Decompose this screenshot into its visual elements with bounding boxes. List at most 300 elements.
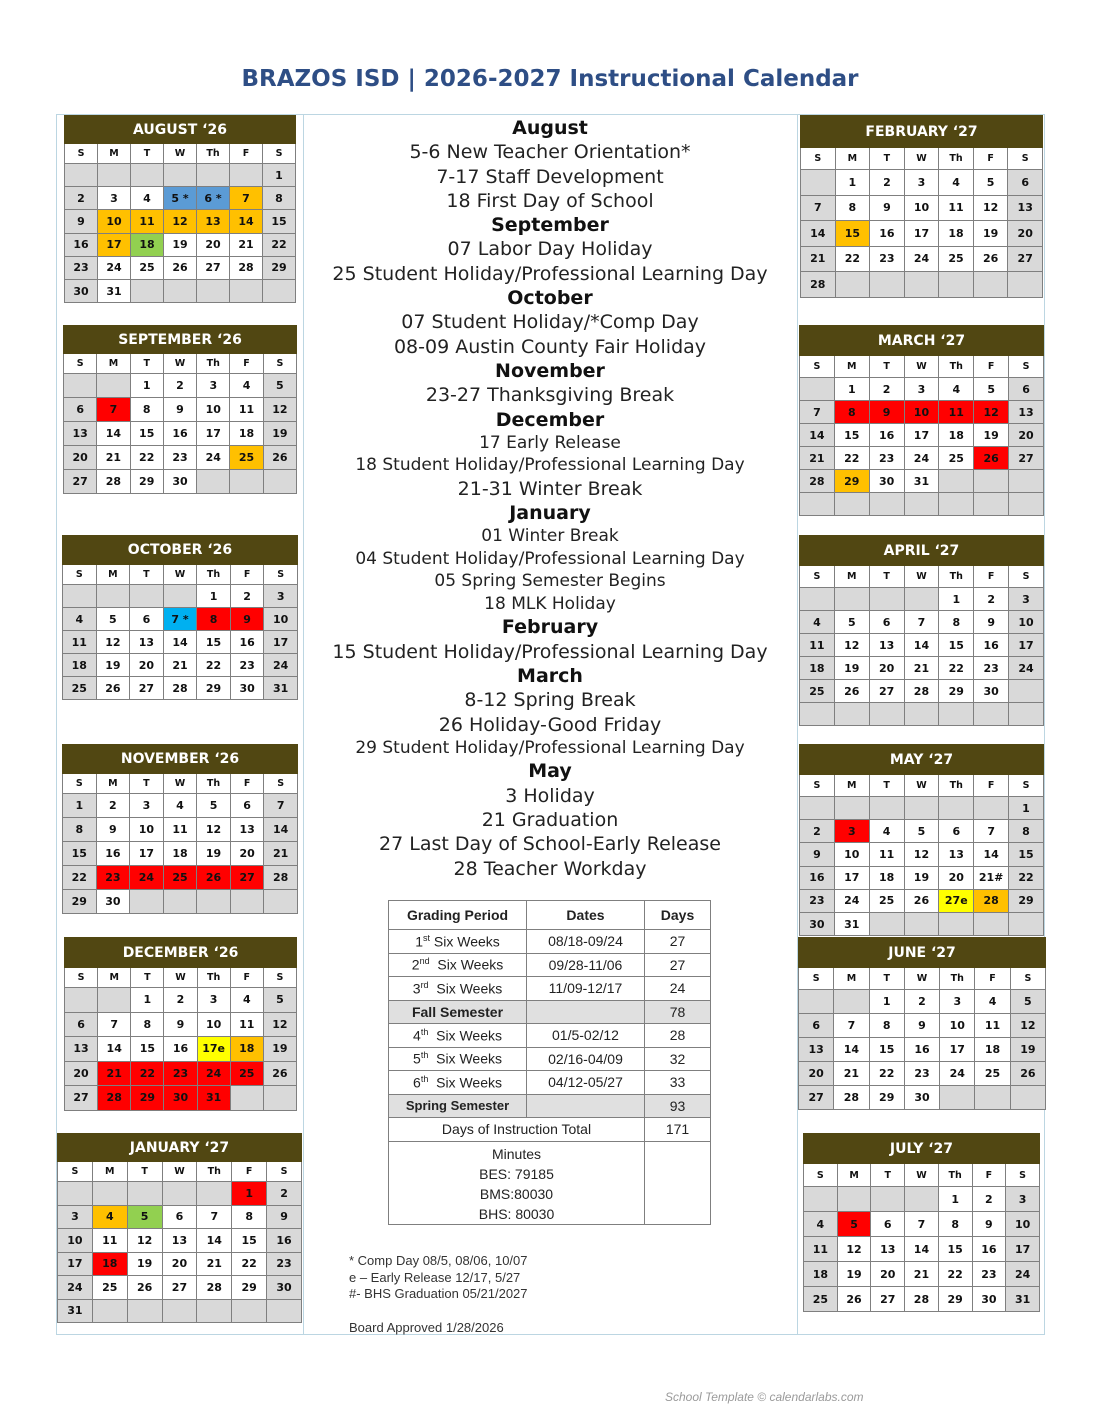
day-cell: 10	[58, 1229, 93, 1253]
calendar-nov	[62, 744, 298, 914]
day-cell: 30	[904, 1086, 939, 1110]
day-cell: 27	[197, 256, 230, 279]
month-header: NOVEMBER ‘26	[63, 745, 298, 774]
weekday-label: Th	[197, 1162, 232, 1182]
day-cell: 30	[800, 912, 835, 935]
day-cell: 14	[230, 210, 263, 233]
empty-day-cell	[98, 164, 131, 187]
day-cell: 22	[263, 233, 296, 256]
day-cell: 22	[197, 654, 231, 677]
day-cell: 12	[197, 818, 231, 842]
day-cell: 28	[834, 1086, 869, 1110]
day-cell: 14	[98, 1037, 131, 1062]
day-cell: 27	[869, 680, 904, 703]
day-cell: 4	[939, 378, 974, 401]
day-cell: 22	[835, 246, 870, 272]
day-cell: 2	[870, 170, 905, 196]
empty-day-cell	[197, 279, 230, 302]
event-item: 23-27 Thanksgiving Break	[425, 384, 675, 407]
day-cell: 16	[65, 233, 98, 256]
day-cell: 1	[197, 585, 231, 608]
day-cell: 7 *	[163, 608, 197, 631]
weekday-label: M	[834, 356, 869, 378]
day-cell: 8	[197, 608, 231, 631]
day-cell: 30	[869, 470, 904, 493]
day-cell: 21	[904, 657, 939, 680]
day-cell: 25	[804, 1287, 838, 1312]
day-cell: 18	[804, 1262, 838, 1287]
day-cell: 3	[98, 187, 131, 210]
weekday-label: S	[1009, 566, 1044, 588]
grading-dates	[527, 1094, 645, 1118]
day-cell: 25	[975, 1062, 1010, 1086]
event-item: 3 Holiday	[505, 784, 595, 807]
day-cell: 25	[230, 1061, 263, 1086]
day-cell: 22	[938, 1262, 972, 1287]
day-cell: 21	[905, 1262, 939, 1287]
day-cell: 22	[63, 866, 97, 890]
event-month-heading: September	[491, 214, 609, 237]
day-cell: 1	[939, 588, 974, 611]
day-cell: 11	[869, 843, 904, 866]
empty-day-cell	[127, 1299, 162, 1323]
day-cell: 26	[834, 680, 869, 703]
weekday-label: W	[163, 354, 196, 374]
grading-row	[389, 1047, 711, 1071]
day-cell: 8	[263, 187, 296, 210]
day-cell: 27	[799, 1086, 834, 1110]
day-cell: 23	[800, 889, 835, 912]
day-cell: 19	[974, 424, 1009, 447]
day-cell: 27	[65, 1086, 98, 1111]
grading-days: 27	[645, 930, 711, 954]
day-cell: 24	[98, 256, 131, 279]
day-cell: 20	[65, 1061, 98, 1086]
event-month-heading: March	[517, 665, 583, 688]
day-cell: 11	[800, 634, 835, 657]
weekday-label: S	[1009, 775, 1044, 797]
weekday-label: T	[131, 144, 164, 164]
grading-dates: 11/09-12/17	[527, 977, 645, 1001]
day-cell: 29	[263, 256, 296, 279]
weekday-label: Th	[197, 144, 230, 164]
day-cell: 27e	[939, 889, 974, 912]
day-cell: 17	[904, 221, 939, 247]
day-cell: 14	[801, 221, 836, 247]
day-cell: 23	[870, 246, 905, 272]
day-cell: 22	[939, 657, 974, 680]
grading-row	[389, 1000, 711, 1024]
day-cell: 29	[869, 1086, 904, 1110]
day-cell: 7	[264, 794, 298, 818]
day-cell: 25	[163, 866, 197, 890]
day-cell: 14	[974, 843, 1009, 866]
day-cell: 29	[834, 470, 869, 493]
month-header: JULY ‘27	[804, 1134, 1040, 1164]
grading-period	[389, 953, 527, 977]
day-cell: 5	[1010, 990, 1045, 1014]
day-cell: 29	[131, 1086, 164, 1111]
day-cell: 25	[230, 446, 263, 470]
day-cell: 15	[834, 424, 869, 447]
event-item: 05 Spring Semester Begins	[434, 571, 666, 592]
grading-days: 28	[645, 1024, 711, 1048]
weekday-label: Th	[197, 774, 231, 794]
day-cell: 9	[904, 1014, 939, 1038]
day-cell: 23	[230, 654, 264, 677]
empty-day-cell	[131, 279, 164, 302]
day-cell: 5	[197, 794, 231, 818]
grading-row	[389, 930, 711, 954]
empty-day-cell	[1008, 272, 1043, 298]
day-cell: 29	[197, 677, 231, 700]
day-cell: 8	[869, 1014, 904, 1038]
day-cell: 27	[1008, 246, 1043, 272]
day-cell: 20	[230, 842, 264, 866]
day-cell: 15	[197, 631, 231, 654]
weekday-label: S	[267, 1162, 302, 1182]
day-cell: 15	[939, 634, 974, 657]
day-cell: 31	[904, 470, 939, 493]
event-month-heading: February	[501, 616, 599, 639]
day-cell: 22	[869, 1062, 904, 1086]
day-cell: 19	[263, 422, 296, 446]
day-cell: 20	[1008, 221, 1043, 247]
day-cell: 7	[97, 398, 130, 422]
day-cell: 19	[973, 221, 1008, 247]
day-cell: 11	[939, 401, 974, 424]
day-cell: 1	[131, 988, 164, 1013]
day-cell: 29	[63, 890, 97, 914]
day-cell: 1	[232, 1182, 267, 1206]
day-cell: 9	[870, 195, 905, 221]
day-cell: 26	[197, 866, 231, 890]
empty-day-cell	[58, 1182, 93, 1206]
day-cell: 19	[834, 657, 869, 680]
empty-day-cell	[1009, 912, 1044, 935]
day-cell: 19	[837, 1262, 871, 1287]
calendar-jul	[803, 1133, 1040, 1312]
day-cell: 2	[904, 990, 939, 1014]
weekday-label: S	[63, 565, 97, 585]
day-cell: 26	[974, 447, 1009, 470]
weekday-label: F	[974, 356, 1009, 378]
day-cell: 3	[1009, 588, 1044, 611]
day-cell: 6	[162, 1205, 197, 1229]
day-cell: 9	[800, 843, 835, 866]
empty-day-cell	[974, 493, 1009, 516]
day-cell: 21	[230, 233, 263, 256]
day-cell: 7	[834, 1014, 869, 1038]
day-cell: 17	[940, 1038, 975, 1062]
day-cell: 16	[869, 424, 904, 447]
grading-dates: 02/16-04/09	[527, 1047, 645, 1071]
day-cell: 31	[1006, 1287, 1040, 1312]
calendar-apr	[799, 535, 1044, 726]
day-cell: 29	[130, 470, 163, 494]
weekday-label: F	[230, 774, 264, 794]
empty-day-cell	[197, 470, 230, 494]
day-cell: 13	[65, 1037, 98, 1062]
empty-day-cell	[65, 164, 98, 187]
day-cell: 8	[938, 1212, 972, 1237]
day-cell: 5	[973, 170, 1008, 196]
day-cell: 26	[96, 677, 130, 700]
day-cell: 29	[1009, 889, 1044, 912]
day-cell: 6 *	[197, 187, 230, 210]
day-cell: 15	[232, 1229, 267, 1253]
empty-day-cell	[96, 585, 130, 608]
day-cell: 13	[871, 1237, 905, 1262]
month-header: FEBRUARY ‘27	[801, 116, 1043, 148]
day-cell: 17	[58, 1252, 93, 1276]
grading-dates: 01/5-02/12	[527, 1024, 645, 1048]
day-cell: 31	[264, 677, 298, 700]
empty-day-cell	[63, 585, 97, 608]
day-cell: 24	[58, 1276, 93, 1300]
day-cell: 5	[127, 1205, 162, 1229]
note-line: e – Early Release 12/17, 5/27	[349, 1269, 521, 1285]
day-cell: 6	[64, 398, 97, 422]
period-number: 1	[415, 933, 423, 950]
day-cell: 4	[800, 611, 835, 634]
day-cell: 19	[96, 654, 130, 677]
empty-day-cell	[834, 588, 869, 611]
event-month-heading: October	[507, 287, 593, 310]
weekday-label: T	[869, 356, 904, 378]
event-item: 17 Early Release	[479, 432, 621, 453]
weekday-label: S	[1009, 356, 1044, 378]
day-cell: 4	[975, 990, 1010, 1014]
period-label: Six Weeks	[430, 933, 500, 950]
empty-day-cell	[904, 912, 939, 935]
period-number: 4	[413, 1027, 421, 1044]
day-cell: 20	[869, 657, 904, 680]
day-cell: 6	[869, 611, 904, 634]
day-cell: 3	[1006, 1187, 1040, 1212]
weekday-label: S	[801, 148, 836, 170]
empty-day-cell	[65, 988, 98, 1013]
minutes-value: BMS:80030	[479, 1185, 554, 1202]
empty-day-cell	[163, 890, 197, 914]
day-cell: 8	[834, 401, 869, 424]
day-cell: 21	[98, 1061, 131, 1086]
day-cell: 11	[230, 398, 263, 422]
day-cell: 18	[131, 233, 164, 256]
event-item: 18 Student Holiday/Professional Learning Day	[355, 455, 745, 476]
period-number: 3	[412, 980, 421, 997]
grading-period	[389, 930, 527, 954]
day-cell: 6	[871, 1212, 905, 1237]
day-cell: 18	[230, 1037, 263, 1062]
day-cell: 13	[197, 210, 230, 233]
empty-day-cell	[164, 279, 197, 302]
empty-day-cell	[97, 374, 130, 398]
day-cell: 9	[972, 1212, 1006, 1237]
day-cell: 31	[58, 1299, 93, 1323]
empty-day-cell	[837, 1187, 871, 1212]
day-cell: 17	[197, 422, 230, 446]
day-cell: 17	[130, 842, 164, 866]
month-header: MARCH ‘27	[800, 326, 1044, 356]
day-cell: 28	[264, 866, 298, 890]
day-cell: 3	[264, 585, 298, 608]
day-cell: 4	[869, 820, 904, 843]
empty-day-cell	[870, 272, 905, 298]
empty-day-cell	[197, 1299, 232, 1323]
day-cell: 24	[940, 1062, 975, 1086]
grading-period	[389, 1071, 527, 1095]
day-cell: 20	[871, 1262, 905, 1287]
day-cell: 14	[97, 422, 130, 446]
day-cell: 23	[974, 657, 1009, 680]
day-cell: 28	[98, 1086, 131, 1111]
month-header: AUGUST ‘26	[65, 116, 296, 144]
empty-day-cell	[130, 890, 164, 914]
weekday-label: W	[162, 1162, 197, 1182]
day-cell: 3	[834, 820, 869, 843]
event-item: 26 Holiday-Good Friday	[438, 713, 662, 736]
period-suffix: rd	[420, 979, 429, 990]
empty-day-cell	[1009, 470, 1044, 493]
day-cell: 5	[904, 820, 939, 843]
day-cell: 15	[63, 842, 97, 866]
day-cell: 9	[267, 1205, 302, 1229]
day-cell: 3	[904, 378, 939, 401]
empty-day-cell	[939, 470, 974, 493]
day-cell: 29	[938, 1287, 972, 1312]
day-cell: 12	[837, 1237, 871, 1262]
day-cell: 23	[869, 447, 904, 470]
day-cell: 1	[63, 794, 97, 818]
day-cell: 13	[869, 634, 904, 657]
empty-day-cell	[905, 1187, 939, 1212]
day-cell: 5	[263, 988, 296, 1013]
empty-day-cell	[162, 1182, 197, 1206]
day-cell: 9	[96, 818, 130, 842]
day-cell: 12	[904, 843, 939, 866]
day-cell: 25	[63, 677, 97, 700]
day-cell: 5	[837, 1212, 871, 1237]
empty-day-cell	[973, 272, 1008, 298]
day-cell: 19	[127, 1252, 162, 1276]
day-cell: 4	[230, 988, 263, 1013]
weekday-label: W	[905, 1164, 939, 1187]
right-divider	[797, 114, 798, 1335]
day-cell: 6	[1009, 378, 1044, 401]
day-cell: 5	[96, 608, 130, 631]
day-cell: 3	[904, 170, 939, 196]
day-cell: 7	[904, 611, 939, 634]
empty-day-cell	[267, 1299, 302, 1323]
empty-day-cell	[904, 493, 939, 516]
weekday-label: Th	[197, 354, 230, 374]
day-cell: 5 *	[164, 187, 197, 210]
day-cell: 23	[164, 1061, 197, 1086]
empty-day-cell	[869, 912, 904, 935]
calendar-oct	[62, 535, 298, 700]
day-cell: 18	[939, 221, 974, 247]
day-cell: 10	[904, 401, 939, 424]
minutes-cell	[389, 1141, 645, 1224]
day-cell: 16	[96, 842, 130, 866]
day-cell: 7	[974, 820, 1009, 843]
day-cell: 11	[804, 1237, 838, 1262]
day-cell: 2	[65, 187, 98, 210]
day-cell: 28	[163, 677, 197, 700]
month-header: JUNE ‘27	[799, 938, 1046, 968]
day-cell: 28	[97, 470, 130, 494]
day-cell: 23	[65, 256, 98, 279]
empty-day-cell	[869, 493, 904, 516]
period-number: 6	[413, 1074, 421, 1091]
period-suffix: nd	[419, 956, 430, 967]
empty-day-cell	[1009, 493, 1044, 516]
event-month-heading: November	[495, 359, 605, 382]
day-cell: 25	[800, 680, 835, 703]
day-cell: 22	[834, 447, 869, 470]
empty-day-cell	[92, 1299, 127, 1323]
weekday-label: S	[1006, 1164, 1040, 1187]
day-cell: 13	[130, 631, 164, 654]
event-month-heading: May	[528, 760, 572, 783]
day-cell: 8	[232, 1205, 267, 1229]
weekday-label: S	[65, 144, 98, 164]
period-label: Six Weeks	[428, 980, 503, 997]
weekday-label: S	[804, 1164, 838, 1187]
day-cell: 23	[163, 446, 196, 470]
grading-header: Days	[645, 901, 711, 930]
day-cell: 8	[939, 611, 974, 634]
weekday-label: T	[870, 148, 905, 170]
empty-day-cell	[230, 279, 263, 302]
total-days: 171	[645, 1118, 711, 1142]
day-cell: 16	[870, 221, 905, 247]
day-cell: 11	[230, 1012, 263, 1037]
weekday-label: W	[163, 774, 197, 794]
day-cell: 24	[904, 246, 939, 272]
day-cell: 2	[974, 588, 1009, 611]
day-cell: 13	[799, 1038, 834, 1062]
weekday-label: W	[904, 148, 939, 170]
month-header: MAY ‘27	[800, 745, 1044, 775]
calendar-mar	[799, 325, 1044, 516]
day-cell: 10	[197, 1012, 230, 1037]
day-cell: 1	[130, 374, 163, 398]
empty-day-cell	[801, 170, 836, 196]
event-item: 21 Graduation	[481, 809, 619, 832]
period-label: Six Weeks	[428, 1074, 502, 1091]
empty-day-cell	[164, 164, 197, 187]
grading-period: Spring Semester	[389, 1094, 527, 1118]
empty-day-cell	[197, 164, 230, 187]
notes	[349, 1253, 528, 1303]
empty-day-cell	[904, 272, 939, 298]
day-cell: 16	[267, 1229, 302, 1253]
minutes-empty	[645, 1141, 711, 1224]
month-header: JANUARY ‘27	[58, 1134, 302, 1162]
day-cell: 10	[197, 398, 230, 422]
day-cell: 15	[869, 1038, 904, 1062]
day-cell: 9	[869, 401, 904, 424]
event-item: 28 Teacher Workday	[453, 857, 647, 880]
weekday-label: S	[64, 354, 97, 374]
day-cell: 3	[197, 988, 230, 1013]
day-cell: 10	[98, 210, 131, 233]
empty-day-cell	[939, 493, 974, 516]
day-cell: 18	[939, 424, 974, 447]
day-cell: 30	[164, 1086, 197, 1111]
